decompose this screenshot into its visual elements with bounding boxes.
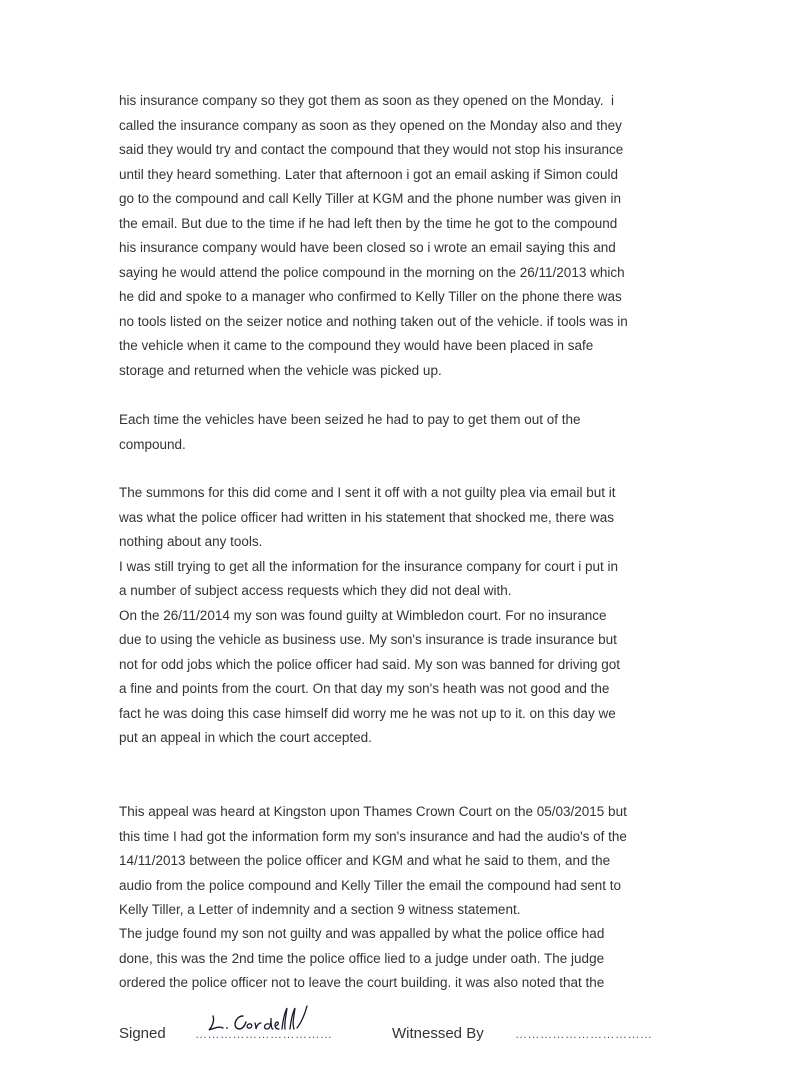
signed-label: Signed <box>119 1025 166 1042</box>
paragraph-judge: The judge found my son not guilty and was appalled by what the police office had done, this was the 2nd time the police office lied to a judge under oath. The judge ordered the police officer not to leave the court building. it was also noted that the <box>119 926 605 990</box>
witnessed-by-label: Witnessed By <box>392 1025 484 1042</box>
paragraph-vehicles-seized: Each time the vehicles have been seized he had to pay to get them out of the compound. <box>119 412 581 452</box>
witnessed-line: …………………………… <box>515 1027 653 1041</box>
paragraph-appeal: This appeal was heard at Kingston upon Thames Crown Court on the 05/03/2015 but this time I had got the information form my son's insurance and had the audio's of the 14/11/2013 between the police officer and KGM and what he said to them, and the audio from the police compound and Kelly Tiller the email the compound had sent to Kelly Tiller, a Letter of indemnity and a section 9 witness statement. <box>119 804 627 917</box>
paragraph-insurance-compound: his insurance company so they got them as soon as they opened on the Monday. i called the insurance company as soon as they opened on the Monday also and they said they would try and contact the compound that they would not stop his insurance until they heard something. Later that afternoon i got an email asking if Simon could go to the compound and call Kelly Tiller at KGM and the phone number was given in the email. But due to the time if he had left then by the time he got to the compound his insurance company would have been closed so i wrote an email saying this and saying he would attend the police compound in the morning on the 26/11/2013 which he did and spoke to a manager who confirmed to Kelly Tiller on the phone there was no tools listed on the seizer notice and nothing taken out of the vehicle. if tools was in the vehicle when it came to the compound they would have been placed in safe storage and returned when the vehicle was picked up. <box>119 93 628 378</box>
paragraph-summons: The summons for this did come and I sent it off with a not guilty plea via email but it was what the police officer had written in his statement that shocked me, there was nothing about any tools. I was still trying to get all the information for the insurance company for court i put in a number of subject access requests which they did not deal with. On the 26/11/2014 my son was found guilty at Wimbledon court. For no insurance due to using the vehicle as business use. My son's insurance is trade insurance but not for odd jobs which the police officer had said. My son was banned for driving got a fine and points from the court. On that day my son's heath was not good and the fact he was doing this case himself did worry me he was not up to it. on this day we put an appeal in which the court accepted. <box>119 485 621 745</box>
signature-footer <box>0 1021 786 1051</box>
signed-line: …………………………… <box>195 1027 333 1041</box>
